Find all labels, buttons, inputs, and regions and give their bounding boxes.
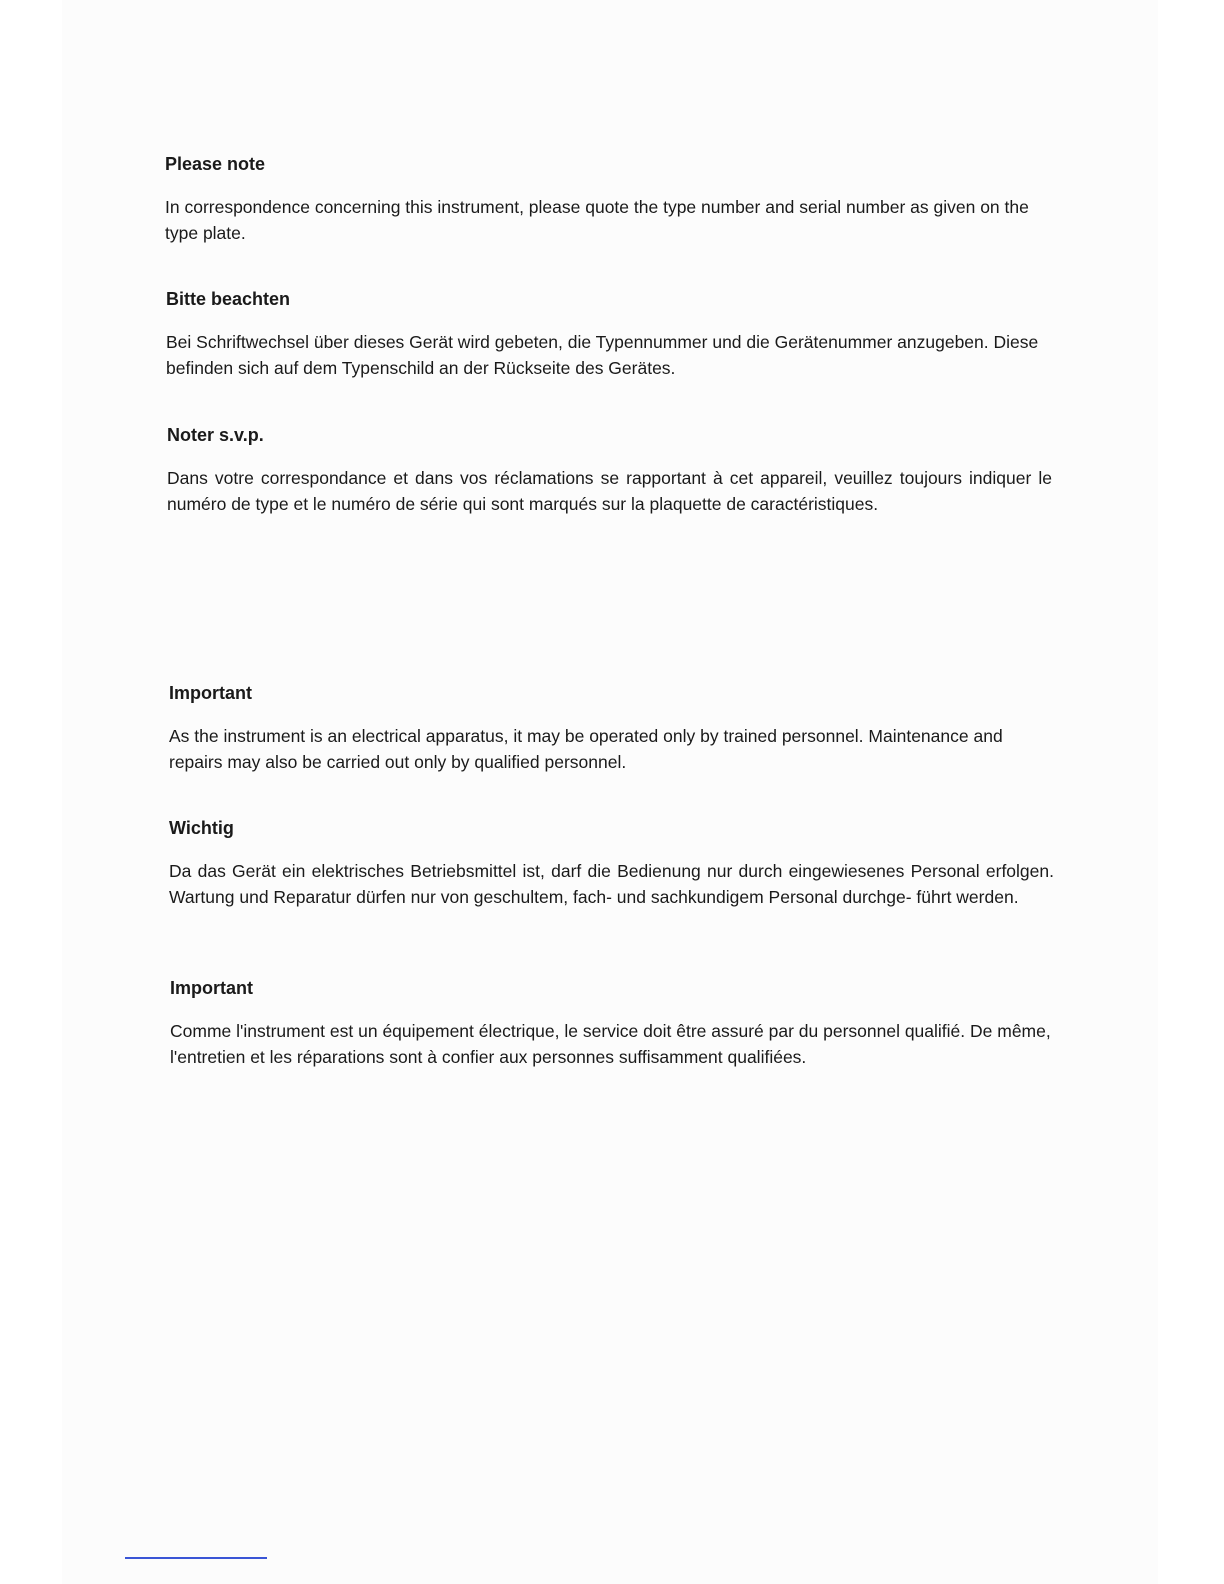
section-heading: Please note bbox=[165, 154, 266, 174]
important-section-german bbox=[169, 816, 1054, 910]
section-body: In correspondence concerning this instrument, please quote the type number and serial number as given on the type plate. bbox=[165, 197, 1029, 243]
section-body: As the instrument is an electrical apparatus, it may be operated only by trained personnel. Maintenance and repairs may also be carried out only by qualified personnel. bbox=[169, 726, 1003, 772]
important-section-english bbox=[169, 681, 1054, 775]
section-heading: Bitte beachten bbox=[166, 289, 291, 309]
important-section-french bbox=[170, 976, 1055, 1070]
section-body: Bei Schriftwechsel über dieses Gerät wird gebeten, die Typennummer und die Gerätenummer anzugeben. Diese befinden sich auf dem Typenschild an der Rückseite des Gerätes. bbox=[166, 332, 1039, 378]
section-body: Comme l'instrument est un équipement électrique, le service doit être assuré par du personnel qualifié. De même, l'entretien et les réparations sont à confier aux personnes suffisamment qualifiées. bbox=[170, 1021, 1051, 1067]
note-section-german bbox=[166, 287, 1051, 381]
footer-rule bbox=[125, 1557, 267, 1559]
section-heading: Noter s.v.p. bbox=[167, 425, 264, 445]
note-section-english bbox=[165, 152, 1050, 246]
section-heading: Wichtig bbox=[169, 818, 234, 838]
section-heading: Important bbox=[170, 978, 253, 998]
note-section-french bbox=[167, 423, 1052, 517]
section-heading: Important bbox=[169, 683, 252, 703]
section-body: Da das Gerät ein elektrisches Betriebsmittel ist, darf die Bedienung nur durch eingewiesenes Personal erfolgen. Wartung und Reparatur dürfen nur von geschultem, fach- und sachkundigem Personal durchge- führt werden. bbox=[169, 861, 1054, 907]
section-body: Dans votre correspondance et dans vos réclamations se rapportant à cet appareil, veuillez toujours indiquer le numéro de type et le numéro de série qui sont marqués sur la plaquette de caractéristiques. bbox=[167, 468, 1052, 514]
